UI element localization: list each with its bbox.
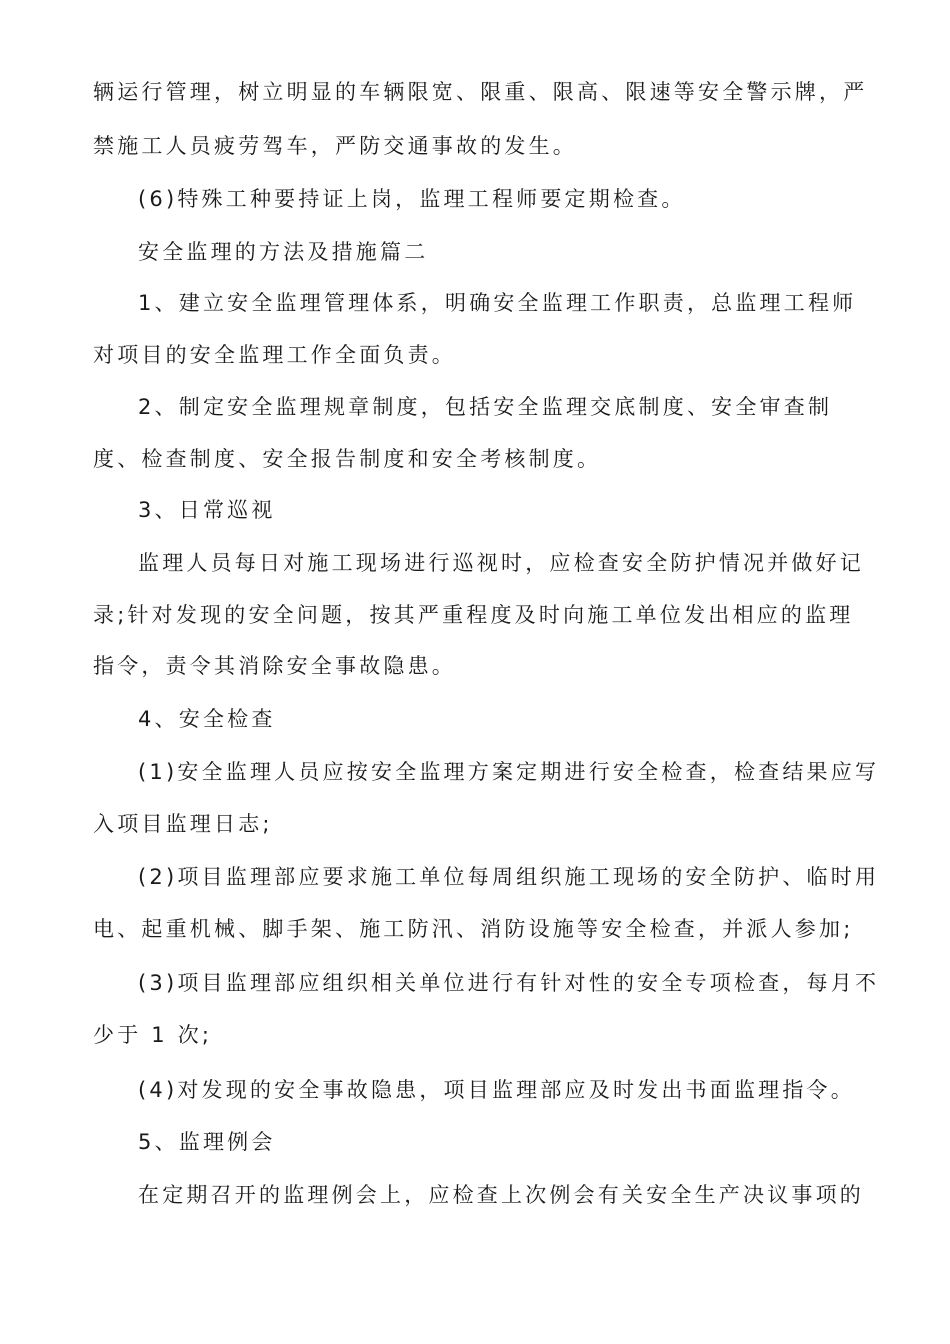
text-line: (4)对发现的安全事故隐患，项目监理部应及时发出书面监理指令。 [138,1078,855,1102]
text-line: 监理人员每日对施工现场进行巡视时，应检查安全防护情况并做好记 [138,551,864,575]
section-heading: 安全监理的方法及措施篇二 [138,240,429,264]
text-line: 电、起重机械、脚手架、施工防汛、消防设施等安全检查，并派人参加; [93,917,854,941]
item-heading: 5、监理例会 [138,1130,276,1154]
text-line: (6)特殊工种要持证上岗，监理工程师要定期检查。 [138,187,686,211]
text-line: (3)项目监理部应组织相关单位进行有针对性的安全专项检查，每月不 [138,971,880,995]
text-line: 2、制定安全监理规章制度，包括安全监理交底制度、安全审查制 [138,395,833,419]
text-line: 指令，责令其消除安全事故隐患。 [93,654,456,678]
text-line: 度、检查制度、安全报告制度和安全考核制度。 [93,447,602,471]
text-line: 少于 1 次; [93,1023,213,1047]
text-line: 对项目的安全监理工作全面负责。 [93,343,456,367]
text-line: (1)安全监理人员应按安全监理方案定期进行安全检查，检查结果应写 [138,760,880,784]
text-line: 在定期召开的监理例会上，应检查上次例会有关安全生产决议事项的 [138,1183,864,1207]
text-line: 录;针对发现的安全问题，按其严重程度及时向施工单位发出相应的监理 [93,603,854,627]
text-line: 禁施工人员疲劳驾车，严防交通事故的发生。 [93,134,577,158]
text-line: 1、建立安全监理管理体系，明确安全监理工作职责，总监理工程师 [138,291,857,315]
text-line: 入项目监理日志; [93,812,273,836]
item-heading: 3、日常巡视 [138,498,276,522]
text-line: (2)项目监理部应要求施工单位每周组织施工现场的安全防护、临时用 [138,865,880,889]
text-line: 辆运行管理，树立明显的车辆限宽、限重、限高、限速等安全警示牌，严 [93,80,868,104]
item-heading: 4、安全检查 [138,707,276,731]
